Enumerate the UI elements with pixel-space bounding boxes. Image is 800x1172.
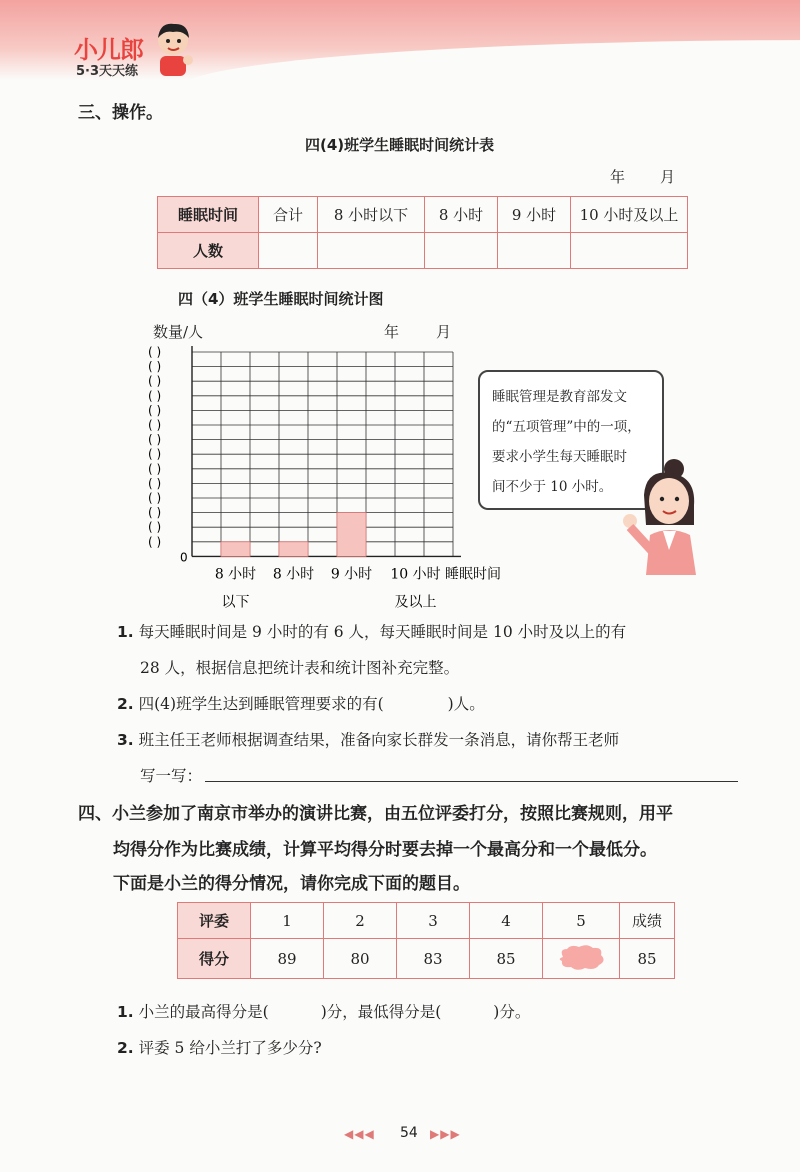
score-header-cell: 2 [324,903,397,939]
question-number: 3. [117,731,134,749]
score-row-label: 得分 [178,939,251,979]
chart-title: 四（4）班学生睡眠时间统计图 [178,290,384,308]
table-blank-cell[interactable] [498,233,571,269]
y-tick-blank: ( ) [148,432,162,447]
table-header-cell: 8 小时以下 [318,197,425,233]
question-text: 评委 5 给小兰打了多少分? [138,1039,322,1057]
section4-line3: 下面是小兰的得分情况，请你完成下面的题目。 [113,874,470,894]
score-cell: 83 [397,939,470,979]
question-4-1 [117,1000,530,1022]
y-tick-blank: ( ) [148,505,162,520]
score-cell: 85 [620,939,675,979]
question-3-3-line1 [117,728,619,750]
y-tick-blank: ( ) [148,345,162,359]
y-tick-blank: ( ) [148,388,162,403]
y-tick-blank: ( ) [148,461,162,476]
x-tick-label: 8 小时 [272,566,315,583]
score-header-cell: 3 [397,903,470,939]
chart-bar [279,542,308,557]
x-tick-label: 8 小时 [214,566,257,583]
brand-logo: 小儿郎 [74,36,143,64]
answer-line[interactable] [205,781,738,782]
question-text: 小兰的最高得分是( [138,1003,269,1021]
y-tick-blank: ( ) [148,520,162,535]
table-header-cell: 10 小时及以上 [571,197,688,233]
y-tick-blank: ( ) [148,374,162,389]
chart-bar [221,542,250,557]
question-text: )人。 [447,695,485,713]
score-header-cell: 5 [543,903,620,939]
score-cell: 80 [324,939,397,979]
section3-heading: 三、操作。 [78,103,163,123]
table-title: 四(4)班学生睡眠时间统计表 [305,136,495,154]
chart-xlabel: 睡眠时间 [445,566,501,583]
table-header-cell: 8 小时 [425,197,498,233]
x-tick-label: 以下 [221,594,250,610]
question-3-3-line2: 写一写： [140,767,203,785]
bubble-line: 睡眠管理是教育部发文 [492,389,627,405]
table-month: 月 [660,168,676,186]
score-header-cell: 成绩 [620,903,675,939]
question-number: 1. [117,1003,134,1021]
bubble-line: 的“五项管理”中的一项， [492,419,641,435]
bubble-line: 间不少于 10 小时。 [492,479,613,495]
y-tick-zero: 0 [180,550,188,565]
y-tick-blank: ( ) [148,534,162,549]
y-tick-blank: ( ) [148,359,162,374]
question-number: 1. [117,623,134,641]
chart-year: 年 [384,323,400,341]
bubble-line: 要求小学生每天睡眠时 [492,449,627,465]
question-3-2 [117,692,485,714]
question-text: 四(4)班学生达到睡眠管理要求的有( [138,695,384,713]
y-tick-blank: ( ) [148,491,162,505]
chart-month: 月 [436,323,452,341]
question-text: )分，最低得分是( [320,1003,442,1021]
ink-blot-icon [555,943,607,971]
question-text: 班主任王老师根据调查结果，准备向家长群发一条消息，请你帮王老师 [138,731,620,749]
table-blank-cell[interactable] [259,233,318,269]
table-year: 年 [610,168,626,186]
table-blank-cell[interactable] [571,233,688,269]
question-text: 每天睡眠时间是 9 小时的有 6 人，每天睡眠时间是 10 小时及以上的有 [138,623,627,641]
y-tick-blank: ( ) [148,403,162,418]
x-tick-label: 9 小时 [330,566,373,583]
sleep-stat-table [157,196,688,269]
table-blank-cell[interactable] [318,233,425,269]
score-header-cell: 4 [470,903,543,939]
y-tick-blank: ( ) [148,447,162,462]
question-3-1-line2: 28 人，根据信息把统计表和统计图补充完整。 [140,659,460,677]
question-number: 2. [117,695,134,713]
series-label: 5·3天天练 [76,64,139,79]
score-cell: 89 [251,939,324,979]
question-text: )分。 [493,1003,531,1021]
boy-mascot-icon [150,20,196,78]
teacher-illustration-icon [616,455,706,575]
table-header-cell: 睡眠时间 [158,197,259,233]
y-tick-blank: ( ) [148,476,162,491]
next-arrows-icon: ▶▶▶ [430,1127,461,1141]
question-4-2 [117,1036,322,1058]
y-tick-blank: ( ) [148,418,162,432]
score-header-cell: 评委 [178,903,251,939]
question-number: 2. [117,1039,134,1057]
question-3-1-line1 [117,620,626,642]
x-tick-label: 10 小时 [390,566,441,583]
score-header-cell: 1 [251,903,324,939]
page-number: 54 [400,1125,418,1141]
table-blank-cell[interactable] [425,233,498,269]
prev-arrows-icon: ◀◀◀ [344,1127,375,1141]
chart-bar [337,513,366,557]
score-table [177,902,675,979]
hidden-score-cell [543,939,620,979]
table-row-label: 人数 [158,233,259,269]
table-header-cell: 9 小时 [498,197,571,233]
x-tick-label: 及以上 [394,594,437,610]
score-cell: 85 [470,939,543,979]
section4-line1: 四、小兰参加了南京市举办的演讲比赛，由五位评委打分，按照比赛规则，用平 [78,804,673,824]
table-header-cell: 合计 [259,197,318,233]
chart-ylabel: 数量/人 [153,323,204,341]
section4-line2: 均得分作为比赛成绩，计算平均得分时要去掉一个最高分和一个最低分。 [113,840,657,860]
